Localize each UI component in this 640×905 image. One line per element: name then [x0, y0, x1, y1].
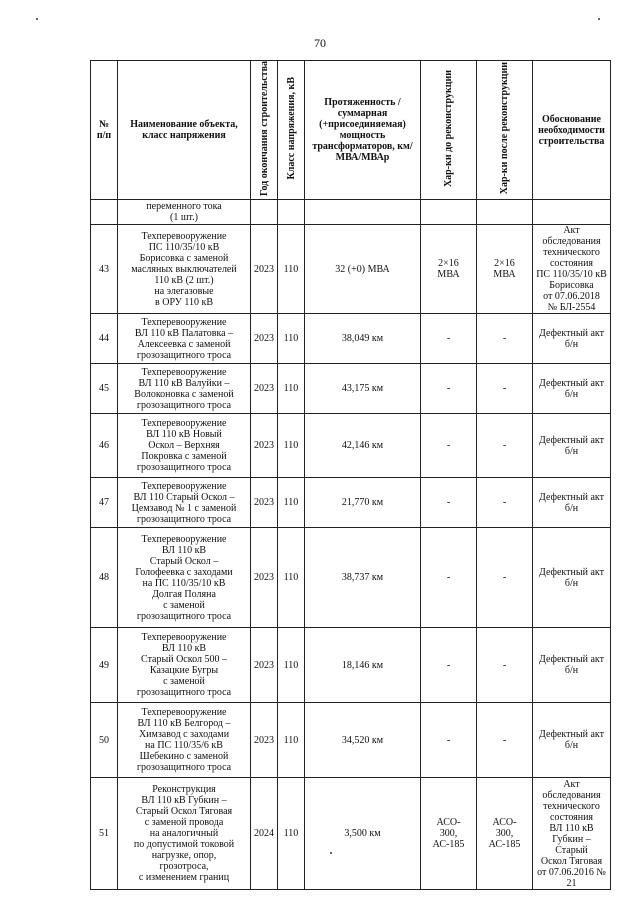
- header-name: Наименование объекта, класс напряжения: [118, 61, 251, 200]
- row-name: Техперевооружение ВЛ 110 кВ Старый Оскол 500 – Казацкие Бугры с заменой грозозащитного троса: [118, 628, 251, 703]
- row-length: 34,520 км: [305, 703, 421, 778]
- table-row: [91, 778, 611, 890]
- row-basis: Дефектный акт б/н: [533, 478, 611, 528]
- row-name: Техперевооружение ВЛ 110 кВ Палатовка – Алексеевка с заменой грозозащитного троса: [118, 314, 251, 364]
- row-name: Техперевооружение ВЛ 110 кВ Белгород – Химзавод с заходами на ПС 110/35/6 кВ Шебекино с заменой грозозащитного троса: [118, 703, 251, 778]
- row-year: 2023: [251, 528, 278, 628]
- scan-speck: [330, 852, 332, 854]
- row-after: 2×16 МВА: [477, 225, 533, 314]
- row-length: 21,770 км: [305, 478, 421, 528]
- row-voltage: 110: [278, 364, 305, 414]
- row-num: 45: [91, 364, 118, 414]
- row-before: -: [421, 414, 477, 478]
- row-length: 3,500 км: [305, 778, 421, 890]
- table-row: [91, 314, 611, 364]
- row-name: переменного тока (1 шт.): [118, 200, 251, 225]
- row-year: 2024: [251, 778, 278, 890]
- row-before: -: [421, 628, 477, 703]
- row-length: 42,146 км: [305, 414, 421, 478]
- row-voltage: 110: [278, 528, 305, 628]
- row-before: АСО- 300, АС-185: [421, 778, 477, 890]
- scan-speck: [598, 18, 600, 20]
- row-after: -: [477, 703, 533, 778]
- row-year: 2023: [251, 478, 278, 528]
- row-basis: Дефектный акт б/н: [533, 314, 611, 364]
- row-length: 18,146 км: [305, 628, 421, 703]
- row-before: 2×16 МВА: [421, 225, 477, 314]
- row-name: Техперевооружение ВЛ 110 кВ Валуйки – Волоконовка с заменой грозозащитного троса: [118, 364, 251, 414]
- row-after: -: [477, 478, 533, 528]
- row-basis: Дефектный акт б/н: [533, 414, 611, 478]
- row-length: 38,049 км: [305, 314, 421, 364]
- row-length: 38,737 км: [305, 528, 421, 628]
- header-row: [91, 61, 611, 200]
- header-num: № п/п: [91, 61, 118, 200]
- row-after: -: [477, 628, 533, 703]
- row-year: 2023: [251, 225, 278, 314]
- header-after: Хар-ки после реконструкции: [477, 61, 533, 200]
- row-num: 50: [91, 703, 118, 778]
- row-num: 49: [91, 628, 118, 703]
- table-row: [91, 478, 611, 528]
- row-after: -: [477, 364, 533, 414]
- header-length: Протяженность / суммарная (+присоединяемая) мощность трансформаторов, км/МВА/МВАр: [305, 61, 421, 200]
- row-after: [477, 200, 533, 225]
- row-num: 44: [91, 314, 118, 364]
- row-name: Техперевооружение ВЛ 110 кВ Новый Оскол – Верхняя Покровка с заменой грозозащитного троса: [118, 414, 251, 478]
- row-basis: Дефектный акт б/н: [533, 528, 611, 628]
- row-length: 32 (+0) МВА: [305, 225, 421, 314]
- row-num: [91, 200, 118, 225]
- row-name: Техперевооружение ВЛ 110 кВ Старый Оскол – Голофеевка с заходами на ПС 110/35/10 кВ Долгая Поляна с заменой грозозащитного троса: [118, 528, 251, 628]
- row-basis: Дефектный акт б/н: [533, 703, 611, 778]
- row-basis: Акт обследования технического состояния ПС 110/35/10 кВ Борисовка от 07.06.2018 № БЛ-2554: [533, 225, 611, 314]
- row-basis: Дефектный акт б/н: [533, 364, 611, 414]
- row-num: 48: [91, 528, 118, 628]
- row-voltage: [278, 200, 305, 225]
- row-voltage: 110: [278, 414, 305, 478]
- row-voltage: 110: [278, 314, 305, 364]
- row-num: 43: [91, 225, 118, 314]
- row-year: 2023: [251, 628, 278, 703]
- header-basis: Обоснование необходимости строительства: [533, 61, 611, 200]
- row-after: АСО- 300, АС-185: [477, 778, 533, 890]
- row-voltage: 110: [278, 478, 305, 528]
- row-voltage: 110: [278, 778, 305, 890]
- row-name: Техперевооружение ВЛ 110 Старый Оскол – Цемзавод № 1 с заменой грозозащитного троса: [118, 478, 251, 528]
- row-name: Техперевооружение ПС 110/35/10 кВ Борисовка с заменой масляных выключателей 110 кВ (2 шт.) на элегазовые в ОРУ 110 кВ: [118, 225, 251, 314]
- row-voltage: 110: [278, 703, 305, 778]
- header-before: Хар-ки до реконструкции: [421, 61, 477, 200]
- row-num: 51: [91, 778, 118, 890]
- row-before: -: [421, 528, 477, 628]
- row-num: 46: [91, 414, 118, 478]
- header-voltage: Класс напряжения, кВ: [278, 61, 305, 200]
- row-after: -: [477, 314, 533, 364]
- table-row: [91, 414, 611, 478]
- row-basis: [533, 200, 611, 225]
- objects-table: [90, 60, 611, 890]
- row-name: Реконструкция ВЛ 110 кВ Губкин – Старый Оскол Тяговая с заменой провода на аналогичный по допустимой токовой нагрузке, опор, грозотроса, с изменением границ: [118, 778, 251, 890]
- row-length: 43,175 км: [305, 364, 421, 414]
- row-voltage: 110: [278, 225, 305, 314]
- row-basis: Акт обследования технического состояния ВЛ 110 кВ Губкин – Старый Оскол Тяговая от 07.06.2016 № 21: [533, 778, 611, 890]
- row-length: [305, 200, 421, 225]
- scan-speck: [36, 18, 38, 20]
- table-row: [91, 628, 611, 703]
- header-year: Год окончания строительства: [251, 61, 278, 200]
- row-year: 2023: [251, 314, 278, 364]
- row-year: 2023: [251, 364, 278, 414]
- row-after: -: [477, 414, 533, 478]
- row-basis: Дефектный акт б/н: [533, 628, 611, 703]
- row-before: -: [421, 314, 477, 364]
- row-year: 2023: [251, 414, 278, 478]
- row-voltage: 110: [278, 628, 305, 703]
- table-row: [91, 703, 611, 778]
- table-row: [91, 225, 611, 314]
- row-before: -: [421, 478, 477, 528]
- row-before: -: [421, 364, 477, 414]
- table-row: [91, 200, 611, 225]
- table-row: [91, 528, 611, 628]
- row-year: [251, 200, 278, 225]
- row-num: 47: [91, 478, 118, 528]
- row-year: 2023: [251, 703, 278, 778]
- row-before: [421, 200, 477, 225]
- row-before: -: [421, 703, 477, 778]
- page-number: 70: [314, 36, 326, 50]
- row-after: -: [477, 528, 533, 628]
- table-row: [91, 364, 611, 414]
